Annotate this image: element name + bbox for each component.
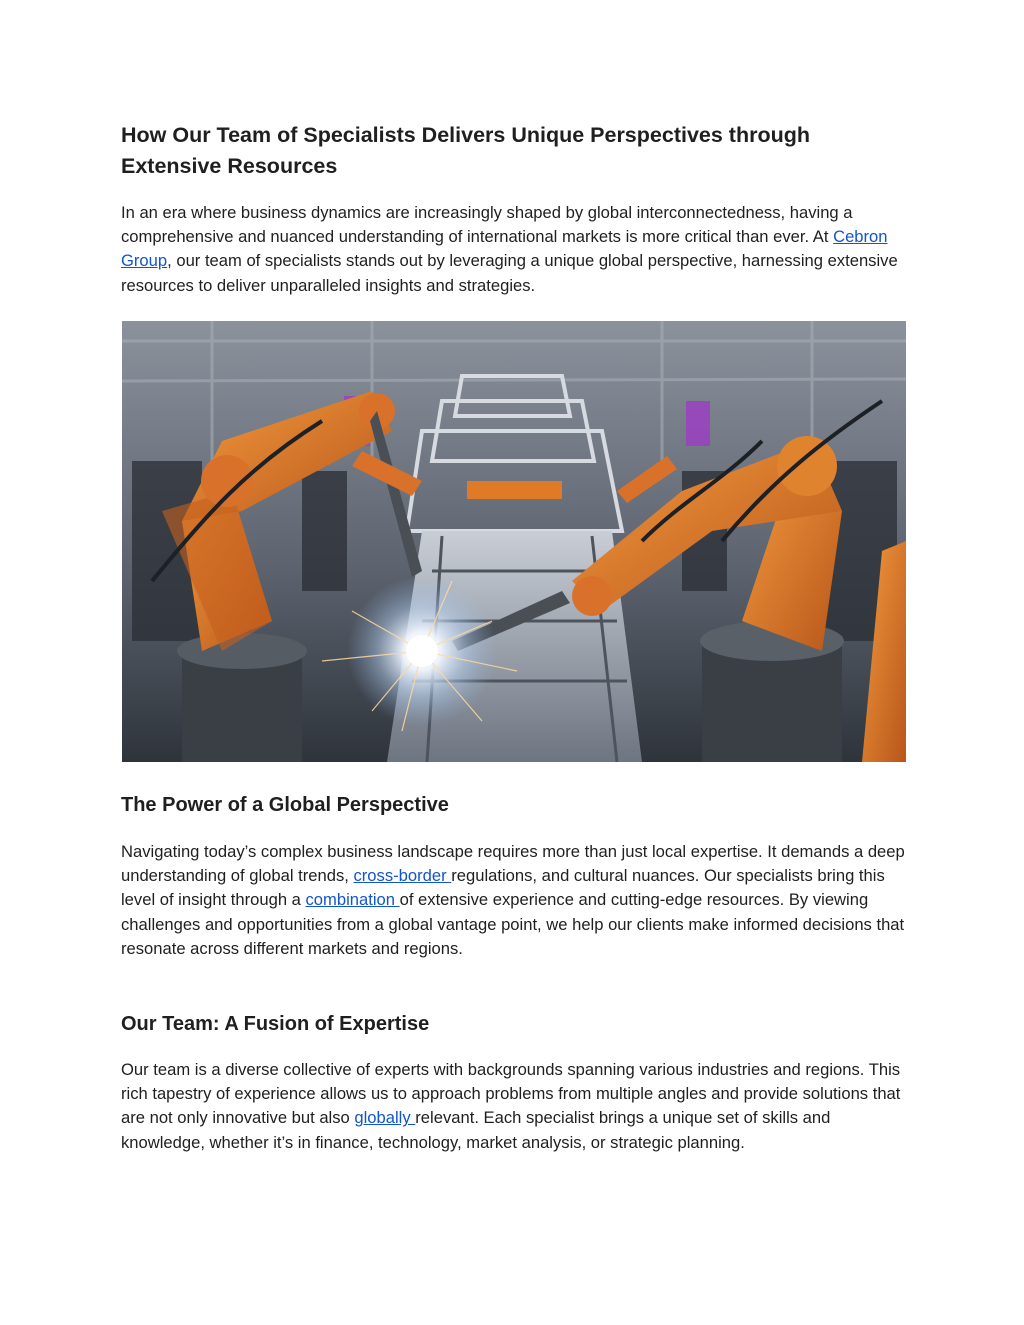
cross-border-link[interactable]: cross-border [353,866,452,886]
article-title: How Our Team of Specialists Delivers Unique Perspectives through Extensive Resources [121,123,810,178]
intro-paragraph [121,201,911,298]
combination-link[interactable]: combination [305,890,400,910]
our-team-paragraph [121,1058,911,1155]
team-text-1: Our team is a diverse collective of experts with backgrounds spanning various industries and regions. This rich tapestry of experience allows us to approach problems from multiple angles and provide solutions that are not only innovative but also [121,1060,901,1128]
section-heading-global-perspective: The Power of a Global Perspective [121,794,449,816]
cebron-group-link[interactable]: Cebron Group [121,227,888,271]
global-text-1: Navigating today’s complex business landscape requires more than just local expertise. It demands a deep understanding of global trends, [121,842,905,886]
intro-text-after: , our team of specialists stands out by leveraging a unique global perspective, harnessing extensive resources to deliver unparalleled insights and strategies. [121,251,898,295]
robotic-assembly-line-image [122,321,906,762]
global-text-2: regulations, and cultural nuances. Our specialists bring this level of insight through a [121,866,885,910]
global-text-3: of extensive experience and cutting-edge resources. By viewing challenges and opportunities from a global vantage point, we help our clients make informed decisions that resonate across different markets and regions. [121,890,905,958]
intro-text-before: In an era where business dynamics are increasingly shaped by global interconnectedness, having a comprehensive and nuanced understanding of international markets is more critical than ever. At [121,203,853,247]
global-perspective-paragraph [121,840,911,961]
team-text-2: relevant. Each specialist brings a unique set of skills and knowledge, whether it’s in finance, technology, market analysis, or strategic planning. [121,1108,831,1152]
globally-link[interactable]: globally [354,1108,416,1128]
document-page [121,120,911,1152]
section-heading-our-team: Our Team: A Fusion of Expertise [121,1013,430,1035]
